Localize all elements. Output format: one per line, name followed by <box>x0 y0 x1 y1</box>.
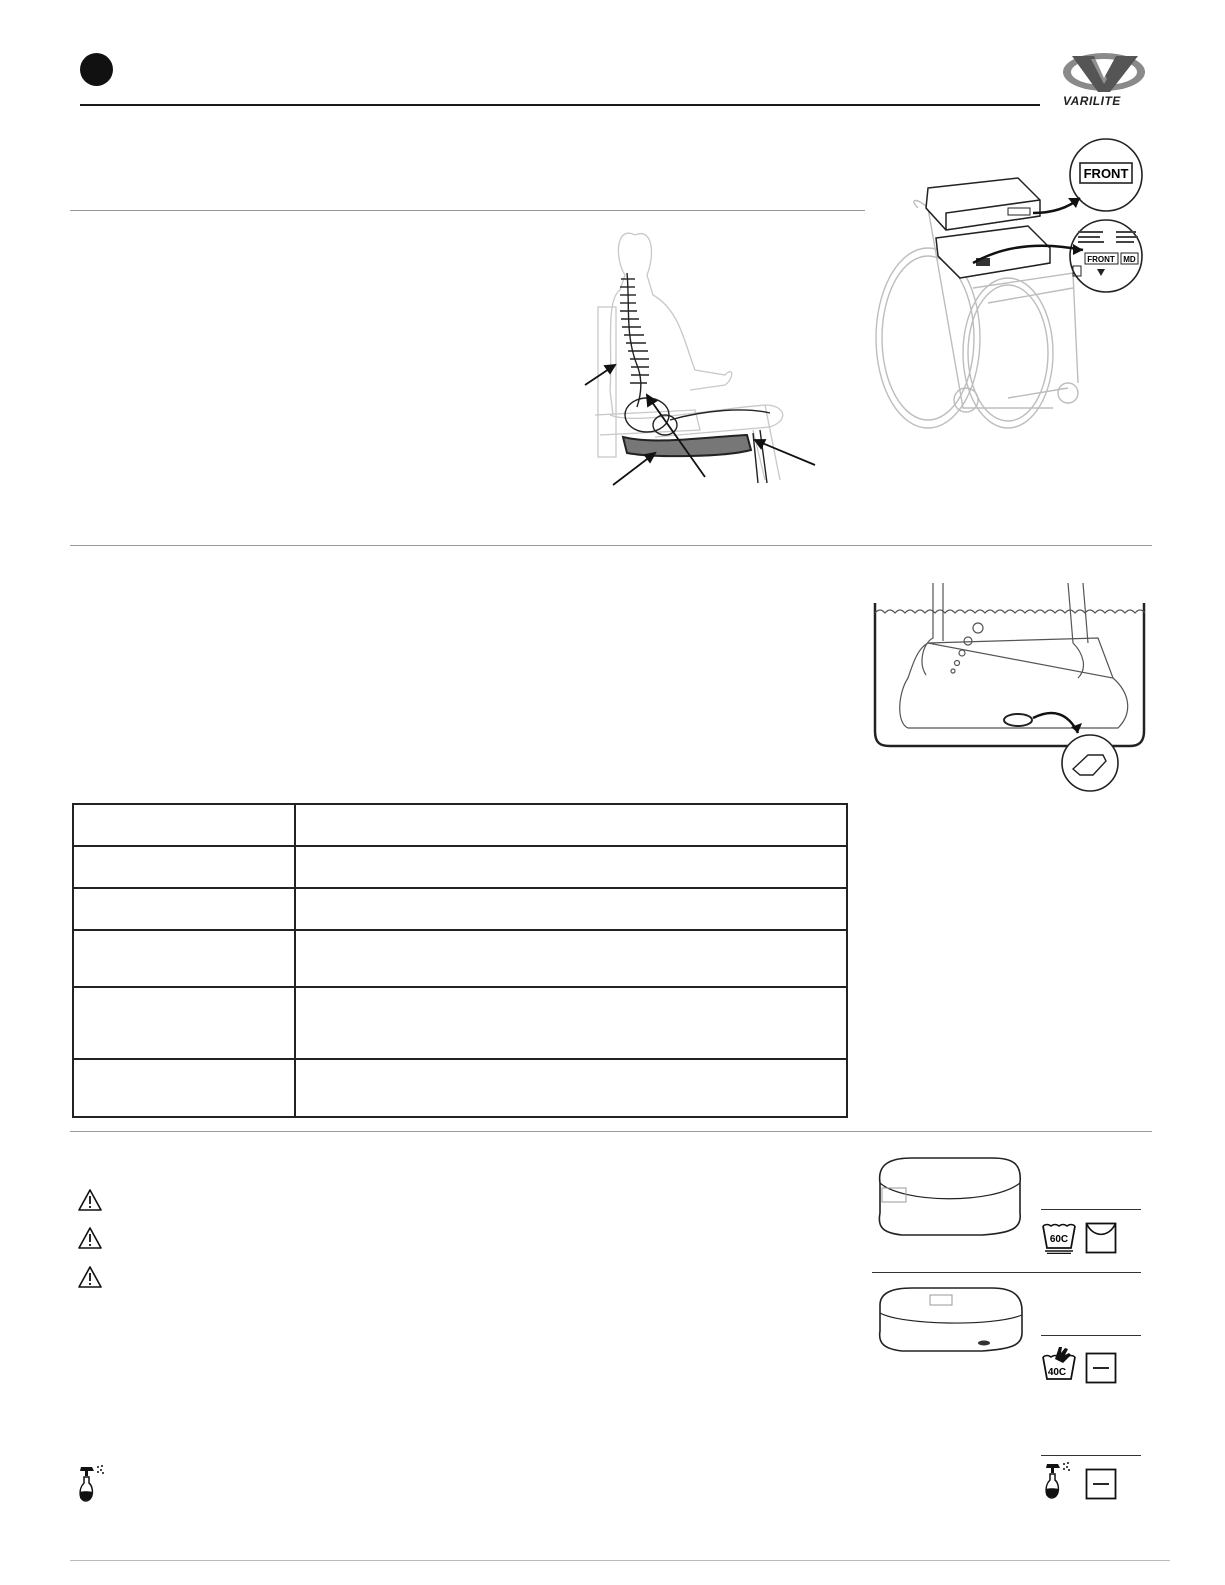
front-label: FRONT <box>1083 166 1129 181</box>
table-row <box>73 846 847 888</box>
footer-rule <box>70 1560 1170 1561</box>
specification-table <box>72 803 848 1118</box>
dry-flat-icon <box>1085 1352 1117 1384</box>
cover-md-label: MD <box>1123 255 1136 264</box>
care-rule <box>872 1272 1141 1273</box>
logo-wordmark: VARILITE <box>1063 94 1121 108</box>
wash-40-label: 40C <box>1047 1367 1067 1378</box>
wheelchair-cushion-illustration <box>868 138 1153 438</box>
spray-bottle-icon <box>1042 1462 1076 1502</box>
header-rule <box>80 104 1040 106</box>
table-row <box>73 888 847 930</box>
line-dry-icon <box>1085 1222 1117 1254</box>
cushion-illustration <box>872 1283 1027 1373</box>
seated-posture-illustration <box>575 215 825 490</box>
cushion-cover-illustration <box>872 1153 1027 1253</box>
cover-front-label: FRONT <box>1087 255 1115 264</box>
water-leak-test-illustration <box>868 583 1153 793</box>
table-row <box>73 930 847 987</box>
section-rule-2 <box>70 545 1152 546</box>
section-bullet-dot <box>80 53 113 86</box>
dry-flat-icon <box>1085 1468 1117 1500</box>
wash-60-icon <box>1041 1222 1077 1254</box>
spray-bottle-icon <box>76 1465 110 1505</box>
section-rule-1 <box>70 210 865 211</box>
warning-triangle-icon <box>77 1188 103 1212</box>
table-row <box>73 1059 847 1117</box>
table-row <box>73 987 847 1059</box>
table-row <box>73 804 847 846</box>
hand-wash-40-icon <box>1041 1345 1077 1383</box>
care-rule <box>1041 1335 1141 1336</box>
warning-triangle-icon <box>77 1265 103 1289</box>
care-rule <box>1041 1209 1141 1210</box>
care-rule <box>1041 1455 1141 1456</box>
warning-triangle-icon <box>77 1226 103 1250</box>
section-rule-3 <box>70 1131 1152 1132</box>
wash-60-label: 60C <box>1049 1234 1069 1245</box>
